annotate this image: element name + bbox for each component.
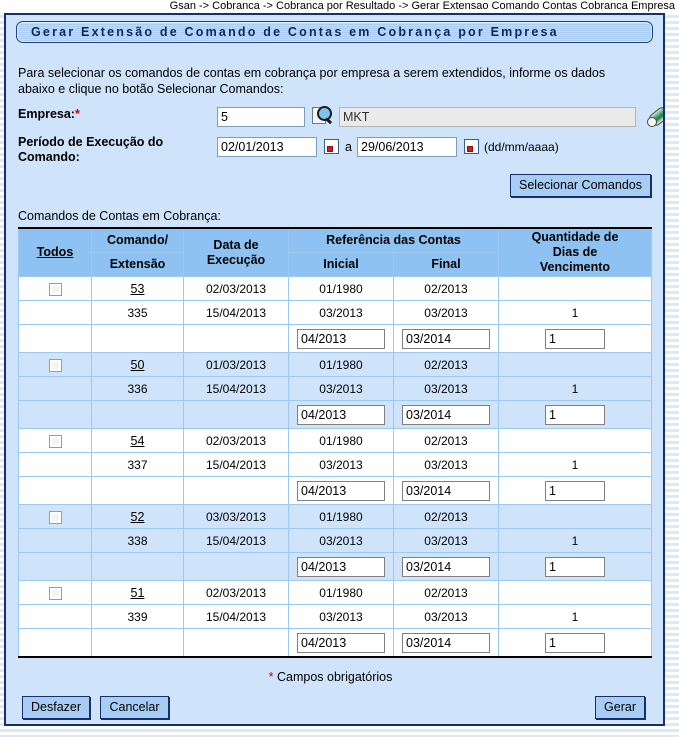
select-button-row bbox=[14, 171, 655, 203]
comando-data-cell: 02/03/2013 bbox=[184, 277, 289, 301]
row-checkbox[interactable] bbox=[49, 283, 62, 296]
table-row bbox=[19, 629, 652, 658]
extensao-inicial-cell: 03/2013 bbox=[289, 605, 394, 629]
extensao-data-cell: 15/04/2013 bbox=[184, 301, 289, 325]
table-caption: Comandos de Contas em Cobrança: bbox=[18, 209, 221, 223]
spacer-cell bbox=[92, 401, 184, 429]
extensao-inicial-cell: 03/2013 bbox=[289, 453, 394, 477]
input-inicial-cell[interactable] bbox=[289, 401, 394, 429]
comando-final-cell: 02/2013 bbox=[394, 429, 499, 453]
spacer-cell bbox=[184, 629, 289, 658]
empresa-label-text: Empresa: bbox=[18, 107, 75, 121]
page-title: Gerar Extensão de Comando de Contas em Cobrança por Empresa bbox=[31, 25, 559, 39]
window-titlebar bbox=[16, 21, 653, 43]
referencia-final-input[interactable] bbox=[402, 633, 490, 653]
header-extensao: Extensão bbox=[92, 253, 184, 277]
comando-dias-cell bbox=[499, 429, 652, 453]
form-content bbox=[14, 51, 655, 726]
row-checkbox[interactable] bbox=[49, 587, 62, 600]
table-row bbox=[19, 477, 652, 505]
extensao-dias-cell: 1 bbox=[499, 529, 652, 553]
extensao-final-cell: 03/2013 bbox=[394, 377, 499, 401]
footer-right-buttons bbox=[595, 696, 645, 719]
spacer-cell bbox=[184, 477, 289, 505]
extensao-inicial-cell: 03/2013 bbox=[289, 529, 394, 553]
mandatory-star: * bbox=[268, 670, 274, 684]
extensao-final-cell: 03/2013 bbox=[394, 301, 499, 325]
referencia-final-input[interactable] bbox=[402, 557, 490, 577]
comando-data-cell: 02/03/2013 bbox=[184, 581, 289, 605]
table-row bbox=[19, 325, 652, 353]
comando-cell[interactable] bbox=[92, 581, 184, 605]
input-final-cell[interactable] bbox=[394, 629, 499, 658]
comando-inicial-cell: 01/1980 bbox=[289, 505, 394, 529]
extensao-final-cell: 03/2013 bbox=[394, 605, 499, 629]
extensao-cell: 336 bbox=[92, 377, 184, 401]
spacer-cell bbox=[184, 553, 289, 581]
footer-left-buttons bbox=[22, 696, 175, 719]
empresa-code-input[interactable] bbox=[217, 107, 305, 127]
row-checkbox-cell[interactable] bbox=[19, 277, 92, 301]
comando-inicial-cell: 01/1980 bbox=[289, 353, 394, 377]
dias-vencimento-input[interactable] bbox=[545, 633, 605, 653]
spacer-cell bbox=[19, 325, 92, 353]
comando-link[interactable]: 54 bbox=[130, 433, 145, 448]
row-checkbox[interactable] bbox=[49, 511, 62, 524]
magnifier-page-icon[interactable] bbox=[312, 106, 332, 126]
referencia-inicial-input[interactable] bbox=[297, 405, 385, 425]
app-window bbox=[4, 13, 665, 726]
periodo-fim-input[interactable] bbox=[357, 137, 457, 157]
row-checkbox-cell[interactable] bbox=[19, 505, 92, 529]
extensao-inicial-cell: 03/2013 bbox=[289, 377, 394, 401]
periodo-inicio-input[interactable] bbox=[217, 137, 317, 157]
row-checkbox[interactable] bbox=[49, 359, 62, 372]
comando-inicial-cell: 01/1980 bbox=[289, 581, 394, 605]
input-dias-cell[interactable] bbox=[499, 401, 652, 429]
table-row bbox=[19, 529, 652, 553]
input-final-cell[interactable] bbox=[394, 401, 499, 429]
header-data-execucao bbox=[184, 228, 289, 277]
extensao-data-cell: 15/04/2013 bbox=[184, 529, 289, 553]
spacer-cell bbox=[19, 529, 92, 553]
comando-link[interactable]: 51 bbox=[130, 585, 145, 600]
input-dias-cell[interactable] bbox=[499, 325, 652, 353]
extensao-inicial-cell: 03/2013 bbox=[289, 301, 394, 325]
referencia-final-input[interactable] bbox=[402, 481, 490, 501]
calendar-icon-inicio[interactable] bbox=[324, 139, 339, 154]
comando-dias-cell bbox=[499, 277, 652, 301]
table-header-row-1 bbox=[19, 228, 652, 253]
eraser-icon[interactable] bbox=[646, 105, 665, 129]
spacer-cell bbox=[19, 605, 92, 629]
header-todos-label: Todos bbox=[36, 245, 74, 259]
mandatory-note bbox=[14, 670, 647, 684]
table-row bbox=[19, 277, 652, 301]
gerar-button[interactable]: Gerar bbox=[595, 696, 645, 719]
header-data-line1: Data de bbox=[213, 237, 259, 252]
extensao-dias-cell: 1 bbox=[499, 377, 652, 401]
comando-final-cell: 02/2013 bbox=[394, 277, 499, 301]
comando-dias-cell bbox=[499, 505, 652, 529]
referencia-final-input[interactable] bbox=[402, 329, 490, 349]
spacer-cell bbox=[19, 553, 92, 581]
table-head bbox=[19, 228, 652, 277]
header-referencia-contas: Referência das Contas bbox=[289, 228, 499, 253]
extensao-data-cell: 15/04/2013 bbox=[184, 453, 289, 477]
spacer-cell bbox=[19, 301, 92, 325]
dias-vencimento-input[interactable] bbox=[545, 557, 605, 577]
input-dias-cell[interactable] bbox=[499, 553, 652, 581]
desfazer-button[interactable]: Desfazer bbox=[22, 696, 90, 719]
comando-cell[interactable] bbox=[92, 505, 184, 529]
calendar-marker bbox=[327, 146, 333, 152]
dias-vencimento-input[interactable] bbox=[545, 405, 605, 425]
empresa-label bbox=[18, 107, 218, 122]
header-qtd-line1: Quantidade de bbox=[531, 230, 619, 244]
calendar-marker bbox=[467, 146, 473, 152]
spacer-cell bbox=[92, 325, 184, 353]
extensao-data-cell: 15/04/2013 bbox=[184, 605, 289, 629]
input-dias-cell[interactable] bbox=[499, 477, 652, 505]
calendar-icon-fim[interactable] bbox=[464, 139, 479, 154]
extensao-cell: 337 bbox=[92, 453, 184, 477]
mandatory-text: Campos obrigatórios bbox=[273, 670, 393, 684]
input-inicial-cell[interactable] bbox=[289, 553, 394, 581]
table-row bbox=[19, 581, 652, 605]
extensao-cell: 338 bbox=[92, 529, 184, 553]
table-row bbox=[19, 553, 652, 581]
header-inicial: Inicial bbox=[289, 253, 394, 277]
comando-inicial-cell: 01/1980 bbox=[289, 429, 394, 453]
table-row bbox=[19, 377, 652, 401]
row-checkbox-cell[interactable] bbox=[19, 429, 92, 453]
spacer-cell bbox=[184, 401, 289, 429]
input-dias-cell[interactable] bbox=[499, 629, 652, 658]
referencia-inicial-input[interactable] bbox=[297, 633, 385, 653]
input-inicial-cell[interactable] bbox=[289, 477, 394, 505]
extensao-final-cell: 03/2013 bbox=[394, 453, 499, 477]
empresa-name-field bbox=[339, 107, 636, 127]
header-comando: Comando/ bbox=[92, 228, 184, 253]
extensao-dias-cell: 1 bbox=[499, 453, 652, 477]
comando-cell[interactable] bbox=[92, 429, 184, 453]
spacer-cell bbox=[92, 477, 184, 505]
input-final-cell[interactable] bbox=[394, 477, 499, 505]
footer-area bbox=[14, 658, 655, 726]
header-qtd-line3: Vencimento bbox=[539, 260, 611, 274]
periodo-label-line2: Comando: bbox=[18, 150, 80, 164]
extensao-final-cell: 03/2013 bbox=[394, 529, 499, 553]
periodo-row bbox=[14, 135, 655, 171]
table-row bbox=[19, 353, 652, 377]
extensao-cell: 335 bbox=[92, 301, 184, 325]
extensao-cell: 339 bbox=[92, 605, 184, 629]
spacer-cell bbox=[92, 553, 184, 581]
periodo-label bbox=[18, 135, 218, 165]
spacer-cell bbox=[19, 377, 92, 401]
spacer-cell bbox=[19, 453, 92, 477]
row-checkbox-cell[interactable] bbox=[19, 353, 92, 377]
extensao-dias-cell: 1 bbox=[499, 301, 652, 325]
comando-link[interactable]: 50 bbox=[130, 357, 145, 372]
header-qtd-line2: Dias de bbox=[552, 245, 598, 259]
input-inicial-cell[interactable] bbox=[289, 629, 394, 658]
header-data-line2: Execução bbox=[206, 252, 266, 267]
eraser-tip bbox=[647, 117, 657, 127]
required-asterisk: * bbox=[74, 107, 80, 121]
comando-data-cell: 03/03/2013 bbox=[184, 505, 289, 529]
table-row bbox=[19, 301, 652, 325]
table-row bbox=[19, 505, 652, 529]
table-row bbox=[19, 453, 652, 477]
comando-final-cell: 02/2013 bbox=[394, 581, 499, 605]
comando-cell[interactable] bbox=[92, 277, 184, 301]
header-quantidade-dias bbox=[499, 228, 652, 277]
date-format-hint: (dd/mm/aaaa) bbox=[484, 140, 559, 154]
dias-vencimento-input[interactable] bbox=[545, 481, 605, 501]
extensao-data-cell: 15/04/2013 bbox=[184, 377, 289, 401]
referencia-inicial-input[interactable] bbox=[297, 481, 385, 501]
periodo-separator: a bbox=[345, 140, 352, 154]
comando-dias-cell bbox=[499, 353, 652, 377]
comando-data-cell: 01/03/2013 bbox=[184, 353, 289, 377]
header-todos[interactable] bbox=[19, 228, 92, 277]
spacer-cell bbox=[19, 477, 92, 505]
periodo-label-line1: Período de Execução do bbox=[18, 135, 164, 149]
glass-handle bbox=[325, 117, 332, 124]
table-body bbox=[19, 277, 652, 658]
comando-data-cell: 02/03/2013 bbox=[184, 429, 289, 453]
comando-final-cell: 02/2013 bbox=[394, 505, 499, 529]
referencia-final-input[interactable] bbox=[402, 405, 490, 425]
referencia-inicial-input[interactable] bbox=[297, 557, 385, 577]
selecionar-comandos-button[interactable]: Selecionar Comandos bbox=[510, 174, 651, 197]
input-inicial-cell[interactable] bbox=[289, 325, 394, 353]
comando-cell[interactable] bbox=[92, 353, 184, 377]
cancelar-button[interactable]: Cancelar bbox=[100, 696, 168, 719]
comandos-table bbox=[18, 227, 652, 658]
referencia-inicial-input[interactable] bbox=[297, 329, 385, 349]
table-row bbox=[19, 401, 652, 429]
dias-vencimento-input[interactable] bbox=[545, 329, 605, 349]
instructions-text: Para selecionar os comandos de contas em cobrança por empresa a serem extendidos, informe os dados abaixo e clique no botão Selecionar Comandos: bbox=[18, 66, 606, 96]
spacer-cell bbox=[92, 629, 184, 658]
extensao-dias-cell: 1 bbox=[499, 605, 652, 629]
comando-dias-cell bbox=[499, 581, 652, 605]
spacer-cell bbox=[19, 629, 92, 658]
comando-link[interactable]: 53 bbox=[130, 281, 145, 296]
header-final: Final bbox=[394, 253, 499, 277]
table-row bbox=[19, 605, 652, 629]
comando-final-cell: 02/2013 bbox=[394, 353, 499, 377]
input-final-cell[interactable] bbox=[394, 553, 499, 581]
row-checkbox-cell[interactable] bbox=[19, 581, 92, 605]
input-final-cell[interactable] bbox=[394, 325, 499, 353]
spacer-cell bbox=[184, 325, 289, 353]
comando-link[interactable]: 52 bbox=[130, 509, 145, 524]
breadcrumb: Gsan -> Cobranca -> Cobranca por Resultado -> Gerar Extensao Comando Contas Cobranca Empresa bbox=[0, 0, 679, 13]
spacer-cell bbox=[19, 401, 92, 429]
table-row bbox=[19, 429, 652, 453]
row-checkbox[interactable] bbox=[49, 435, 62, 448]
comando-inicial-cell: 01/1980 bbox=[289, 277, 394, 301]
empresa-row bbox=[14, 107, 655, 135]
